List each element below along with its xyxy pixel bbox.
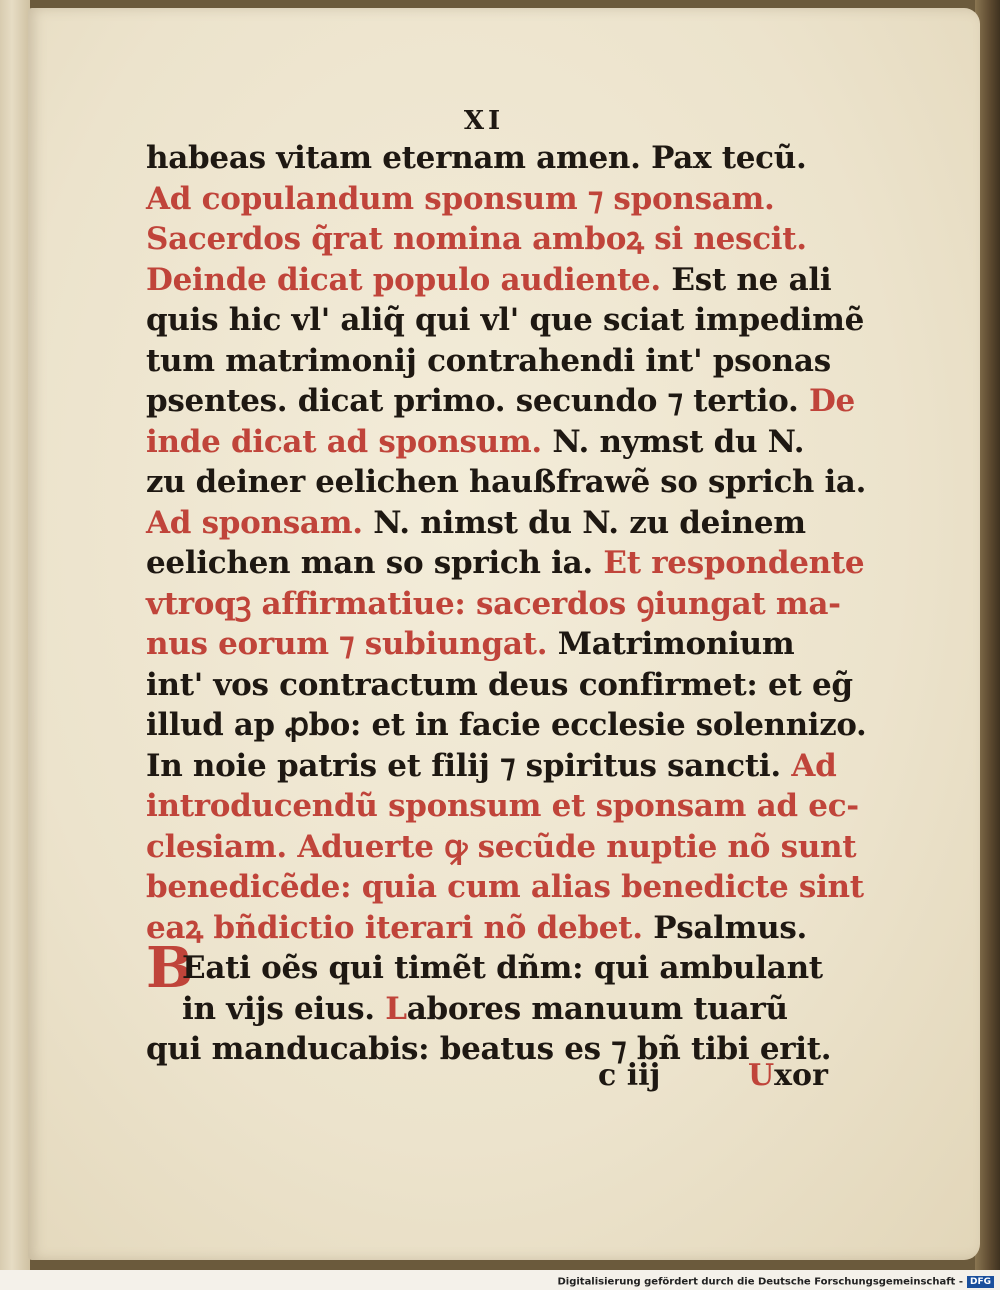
footer-text: Digitalisierung gefördert durch die Deutsche Forschungsgemeinschaft - [557, 1276, 963, 1288]
book-left-edge [0, 0, 30, 1270]
text-line [146, 665, 866, 706]
text-line [146, 422, 866, 463]
text-line [146, 462, 866, 503]
rubric-text: Et respondente [603, 545, 865, 581]
body-text: N. nimst du N. zu deinem [373, 504, 806, 541]
text-line [146, 503, 866, 544]
text-line [146, 341, 866, 382]
body-text: Psalmus. [653, 909, 807, 946]
rubric-text: Ad sponsam. [146, 504, 374, 541]
body-text: int' vos contractum deus confirmet: et eg̃ [146, 666, 853, 703]
text-line [146, 786, 866, 827]
psalm-line-1 [146, 935, 866, 1001]
text-line [146, 624, 866, 665]
body-text: Est ne ali [671, 261, 832, 298]
text-line [146, 138, 866, 179]
text-line [146, 381, 866, 422]
body-text: Matrimonium [557, 626, 795, 662]
rubric-text: Sacerdos q̃rat nomina amboꝝ si nescit. [146, 221, 807, 257]
digitization-footer [0, 1276, 1000, 1290]
text-line [146, 705, 867, 746]
text-line [146, 300, 866, 341]
text-line [146, 867, 866, 908]
initial-b: B [146, 935, 194, 1001]
rubric-text: Deinde dicat populo audiente. [146, 261, 672, 298]
body-text: quis hic vl' aliq̃ qui vl' que sciat impedimẽ [146, 302, 865, 338]
rubric-text: eaꝝ bñdictio iterari nõ debet. [146, 909, 654, 946]
rubric-text: Ad copulandum sponsum ⁊ sponsam. [146, 180, 775, 217]
body-text: psentes. dicat primo. secundo ⁊ tertio. [146, 383, 809, 419]
text-line [146, 746, 866, 787]
book-page [28, 8, 980, 1260]
body-text: In noie patris et filij ⁊ spiritus sancti. [146, 747, 792, 784]
rubric-text: De [808, 383, 855, 419]
text-line [146, 219, 866, 260]
body-text: eelichen man so sprich ia. [146, 545, 604, 581]
text-line [146, 908, 866, 949]
text-block [146, 104, 866, 1070]
text-line [146, 179, 866, 220]
dfg-logo-icon: DFG [967, 1276, 994, 1288]
rubric-text: benedicẽde: quia cum alias benedicte sint [146, 869, 864, 905]
body-text: illud ap ꝓbo: et in facie ecclesie solennizo. [146, 707, 867, 743]
psalm-text-3: qui manducabis: beatus es ⁊ bñ tibi erit. [146, 1031, 832, 1067]
initial-l: L [385, 990, 407, 1027]
rubric-text: nus eorum ⁊ subiungat. [146, 626, 558, 662]
psalm-text-2a: in vijs eius. [182, 990, 386, 1027]
signature-mark: c iij [598, 1058, 661, 1093]
text-lines [146, 138, 866, 948]
catchword-rest: xor [774, 1058, 828, 1093]
text-line [146, 827, 866, 868]
body-text: N. nymst du N. [552, 423, 805, 460]
catchword-initial: U [748, 1058, 775, 1093]
text-line [146, 543, 866, 584]
psalm-line-2 [146, 989, 866, 1030]
rubric-text: clesiam. Aduerte ꝙ secũde nuptie nõ sunt [146, 828, 857, 865]
text-line [146, 260, 866, 301]
signature-line [598, 1058, 858, 1093]
rubric-text: introducendũ sponsum et sponsam ad ec- [146, 788, 859, 824]
psalm-text-2b: abores manuum tuarũ [406, 990, 788, 1027]
rubric-text: Ad [791, 747, 837, 784]
folio-number: XI [463, 106, 505, 136]
text-line [146, 584, 866, 625]
rubric-text: vtroqꝫ affirmatiue: sacerdos ꝯiungat ma- [146, 585, 841, 622]
body-text: habeas vitam eternam amen. Pax tecũ. [146, 140, 807, 176]
body-text: tum matrimonij contrahendi int' psonas [146, 342, 831, 379]
psalm-text-1: Eati oẽs qui timẽt dñm: qui ambulant [182, 950, 823, 986]
rubric-text: inde dicat ad sponsum. [146, 423, 553, 460]
body-text: zu deiner eelichen haußfrawẽ so sprich ia. [146, 464, 866, 500]
